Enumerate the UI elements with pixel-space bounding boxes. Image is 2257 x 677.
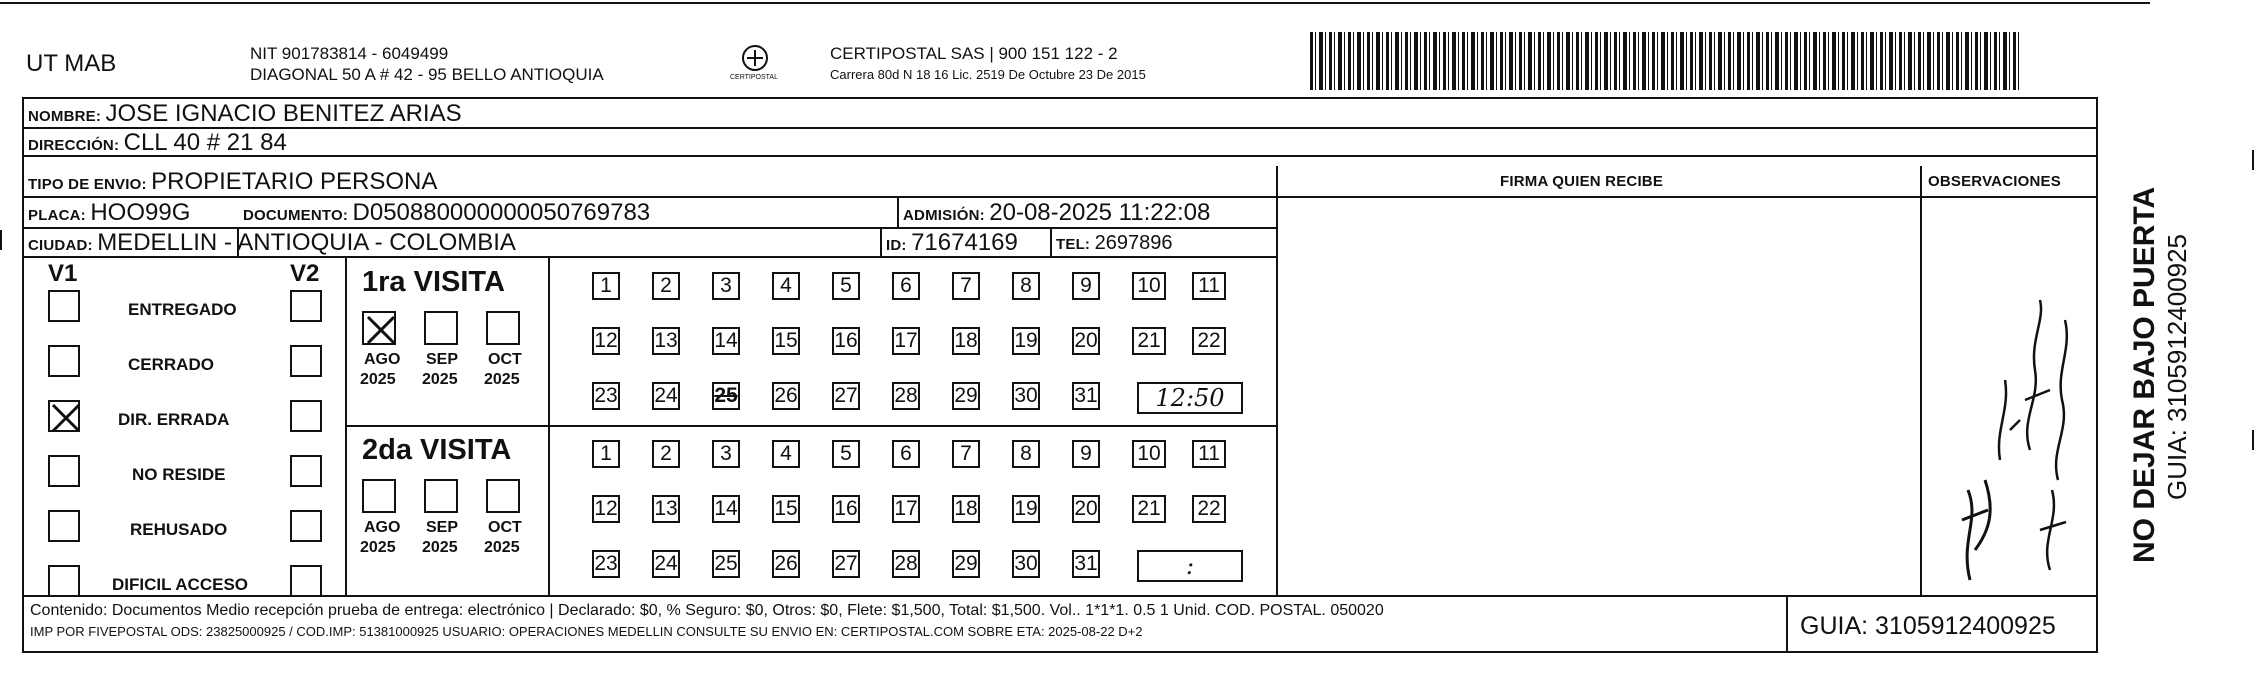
v1-header: V1 <box>48 260 78 287</box>
first-visit-day-box[interactable]: 8 <box>1012 272 1040 300</box>
first-visit-day-box[interactable]: 24 <box>652 382 680 410</box>
second-visit-day-box[interactable]: 18 <box>952 495 980 523</box>
first-visit-day-box[interactable]: 28 <box>892 382 920 410</box>
first-visit-month-box-0[interactable] <box>362 311 396 345</box>
footer-imp: IMP POR FIVEPOSTAL ODS: 23825000925 / COD.IMP: 51381000925 USUARIO: OPERACIONES MEDELLIN CONSULTE SU ENVIO EN: CERTIPOSTAL.COM SOBRE ETA: 2025-08-22 D+2 <box>30 624 1143 639</box>
footer-contenido: Contenido: Documentos Medio recepción prueba de entrega: electrónico | Declarado: $0, % Seguro: $0, Otros: $0, Flete: $1,500, Total: $1,500. Vol.. 1*1*1. 0.5 1 Unid. COD. POSTAL. 050020 <box>30 602 1384 619</box>
firma-label: FIRMA QUIEN RECIBE <box>1500 173 1664 190</box>
observaciones-label: OBSERVACIONES <box>1928 173 2061 190</box>
footer-guia: GUIA: 3105912400925 <box>1800 612 2056 640</box>
second-visit-day-box[interactable]: 11 <box>1192 440 1226 468</box>
documento-cell: DOCUMENTO: D050880000000050769783 <box>243 199 651 226</box>
first-visit-month-label: OCT <box>488 351 522 368</box>
barcode <box>1310 32 2022 90</box>
documento-value: D050880000000050769783 <box>352 199 651 226</box>
first-visit-day-box[interactable]: 4 <box>772 272 800 300</box>
tipo-envio-value: PROPIETARIO PERSONA <box>151 168 438 195</box>
placa-value: HOO99G <box>90 199 191 226</box>
direccion-value: CLL 40 # 21 84 <box>123 129 287 156</box>
first-visit-day-box[interactable]: 18 <box>952 327 980 355</box>
nombre-value: JOSE IGNACIO BENITEZ ARIAS <box>105 100 462 127</box>
first-visit-day-box[interactable]: 9 <box>1072 272 1100 300</box>
v2-checkbox-5[interactable] <box>290 565 322 597</box>
second-visit-day-box[interactable]: 14 <box>712 495 740 523</box>
status-label: DIR. ERRADA <box>118 410 230 429</box>
second-visit-day-box[interactable]: 9 <box>1072 440 1100 468</box>
second-visit-month-label: AGO <box>364 519 401 536</box>
certipostal-logo: CERTIPOSTAL <box>730 40 780 88</box>
status-label: CERRADO <box>128 355 214 374</box>
no-dejar-bajo-puerta: NO DEJAR BAJO PUERTA <box>2128 186 2161 563</box>
second-visit-day-box[interactable]: 20 <box>1072 495 1100 523</box>
second-visit-day-box[interactable]: 26 <box>772 550 800 578</box>
v1-checkbox-5[interactable] <box>48 565 80 597</box>
id-cell: ID: 71674169 <box>886 229 1018 256</box>
second-visit-month-label: OCT <box>488 519 522 536</box>
first-visit-year-label: 2025 <box>484 371 520 388</box>
first-visit-day-box[interactable]: 25 <box>712 382 740 410</box>
v1-checkbox-2[interactable] <box>48 400 80 432</box>
company-address: DIAGONAL 50 A # 42 - 95 BELLO ANTIOQUIA <box>250 65 604 84</box>
v1-checkbox-1[interactable] <box>48 345 80 377</box>
second-visit-day-box[interactable]: 13 <box>652 495 680 523</box>
first-visit-day-box[interactable]: 3 <box>712 272 740 300</box>
first-visit-day-box[interactable]: 30 <box>1012 382 1040 410</box>
first-visit-day-box[interactable]: 12 <box>592 327 620 355</box>
second-visit-day-box[interactable]: 22 <box>1192 495 1226 523</box>
first-visit-day-box[interactable]: 20 <box>1072 327 1100 355</box>
ciudad-cell: CIUDAD: MEDELLIN - ANTIOQUIA - COLOMBIA <box>28 229 516 256</box>
first-visit-day-box[interactable]: 5 <box>832 272 860 300</box>
ciudad-value: MEDELLIN - ANTIOQUIA - COLOMBIA <box>97 229 516 256</box>
carrier-address: Carrera 80d N 18 16 Lic. 2519 De Octubre 23 De 2015 <box>830 67 1146 82</box>
second-visit-time-box[interactable]: : <box>1137 550 1243 582</box>
second-visit-month-box-1[interactable] <box>424 479 458 513</box>
first-visit-day-box[interactable]: 31 <box>1072 382 1100 410</box>
first-visit-month-box-1[interactable] <box>424 311 458 345</box>
first-visit-month-label: SEP <box>426 351 459 368</box>
v2-checkbox-2[interactable] <box>290 400 322 432</box>
second-visit-year-label: 2025 <box>484 539 520 556</box>
second-visit-day-box[interactable]: 16 <box>832 495 860 523</box>
first-visit-day-box[interactable]: 26 <box>772 382 800 410</box>
first-visit-day-box[interactable]: 10 <box>1132 272 1166 300</box>
second-visit-day-box[interactable]: 5 <box>832 440 860 468</box>
nombre-row: NOMBRE: JOSE IGNACIO BENITEZ ARIAS <box>28 100 462 127</box>
tipo-envio-row: TIPO DE ENVIO: PROPIETARIO PERSONA <box>28 168 438 195</box>
status-label: DIFICIL ACCESO <box>112 575 249 594</box>
observation-handwriting <box>1940 260 2090 590</box>
second-visit-day-box[interactable]: 19 <box>1012 495 1040 523</box>
first-visit-day-box[interactable]: 13 <box>652 327 680 355</box>
first-visit-day-box[interactable]: 22 <box>1192 327 1226 355</box>
first-visit-day-box[interactable]: 27 <box>832 382 860 410</box>
second-visit-day-box[interactable]: 2 <box>652 440 680 468</box>
first-visit-year-label: 2025 <box>360 371 396 388</box>
first-visit-day-box[interactable]: 2 <box>652 272 680 300</box>
cut-line <box>0 2 2150 4</box>
first-visit-day-box[interactable]: 16 <box>832 327 860 355</box>
admision-cell: ADMISIÓN: 20-08-2025 11:22:08 <box>903 199 1211 226</box>
side-guia: GUIA: 3105912400925 <box>2162 234 2192 500</box>
second-visit-year-label: 2025 <box>360 539 396 556</box>
second-visit-title: 2da VISITA <box>362 434 512 466</box>
v2-checkbox-1[interactable] <box>290 345 322 377</box>
status-label: REHUSADO <box>130 520 228 539</box>
second-visit-day-box[interactable]: 15 <box>772 495 800 523</box>
first-visit-day-box[interactable]: 29 <box>952 382 980 410</box>
first-visit-title: 1ra VISITA <box>362 266 505 298</box>
v2-checkbox-3[interactable] <box>290 455 322 487</box>
v1-checkbox-0[interactable] <box>48 290 80 322</box>
v2-checkbox-0[interactable] <box>290 290 322 322</box>
second-visit-day-box[interactable]: 29 <box>952 550 980 578</box>
second-visit-day-box[interactable]: 21 <box>1132 495 1166 523</box>
first-visit-day-box[interactable]: 14 <box>712 327 740 355</box>
second-visit-day-box[interactable]: 23 <box>592 550 620 578</box>
second-visit-day-box[interactable]: 28 <box>892 550 920 578</box>
second-visit-day-box[interactable]: 3 <box>712 440 740 468</box>
second-visit-day-box[interactable]: 4 <box>772 440 800 468</box>
admision-value: 20-08-2025 11:22:08 <box>989 199 1211 226</box>
first-visit-day-box[interactable]: 6 <box>892 272 920 300</box>
second-visit-day-box[interactable]: 30 <box>1012 550 1040 578</box>
company-name: UT MAB <box>26 50 117 77</box>
v2-checkbox-4[interactable] <box>290 510 322 542</box>
first-visit-day-box[interactable]: 21 <box>1132 327 1166 355</box>
second-visit-day-box[interactable]: 6 <box>892 440 920 468</box>
first-visit-day-box[interactable]: 1 <box>592 272 620 300</box>
second-visit-day-box[interactable]: 17 <box>892 495 920 523</box>
first-visit-month-label: AGO <box>364 351 401 368</box>
second-visit-day-box[interactable]: 27 <box>832 550 860 578</box>
first-visit-day-box[interactable]: 7 <box>952 272 980 300</box>
second-visit-day-box[interactable]: 24 <box>652 550 680 578</box>
first-visit-time-box[interactable]: 12:50 <box>1137 382 1243 414</box>
status-label: ENTREGADO <box>128 300 237 319</box>
second-visit-day-box[interactable]: 12 <box>592 495 620 523</box>
company-nit: NIT 901783814 - 6049499 <box>250 44 449 63</box>
first-visit-day-box[interactable]: 23 <box>592 382 620 410</box>
second-visit-day-box[interactable]: 1 <box>592 440 620 468</box>
v1-checkbox-4[interactable] <box>48 510 80 542</box>
first-visit-month-box-2[interactable] <box>486 311 520 345</box>
v2-header: V2 <box>290 260 320 287</box>
first-visit-year-label: 2025 <box>422 371 458 388</box>
second-visit-day-box[interactable]: 25 <box>712 550 740 578</box>
first-visit-day-box[interactable]: 19 <box>1012 327 1040 355</box>
second-visit-month-box-2[interactable] <box>486 479 520 513</box>
v1-checkbox-3[interactable] <box>48 455 80 487</box>
second-visit-day-box[interactable]: 31 <box>1072 550 1100 578</box>
second-visit-month-label: SEP <box>426 519 459 536</box>
first-visit-day-box[interactable]: 15 <box>772 327 800 355</box>
second-visit-day-box[interactable]: 10 <box>1132 440 1166 468</box>
first-visit-day-box[interactable]: 11 <box>1192 272 1226 300</box>
second-visit-day-box[interactable]: 8 <box>1012 440 1040 468</box>
first-visit-day-box[interactable]: 17 <box>892 327 920 355</box>
second-visit-year-label: 2025 <box>422 539 458 556</box>
placa-cell: PLACA: HOO99G <box>28 199 191 226</box>
tel-cell: TEL: 2697896 <box>1056 232 1173 254</box>
second-visit-month-box-0[interactable] <box>362 479 396 513</box>
status-label: NO RESIDE <box>132 465 226 484</box>
id-value: 71674169 <box>911 229 1018 256</box>
second-visit-day-box[interactable]: 7 <box>952 440 980 468</box>
tel-value: 2697896 <box>1094 232 1173 254</box>
carrier-name: CERTIPOSTAL SAS | 900 151 122 - 2 <box>830 44 1118 63</box>
direccion-row: DIRECCIÓN: CLL 40 # 21 84 <box>28 129 287 156</box>
